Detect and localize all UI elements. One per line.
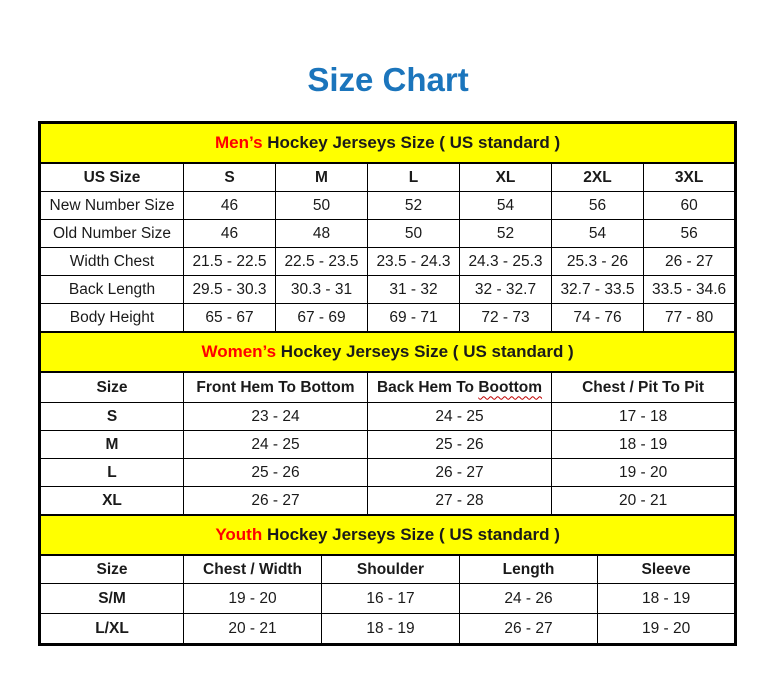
table-cell: 54 (460, 192, 552, 220)
table-cell: 54 (552, 220, 644, 248)
table-cell: 46 (184, 192, 276, 220)
misspelled-word: Boottom (478, 378, 543, 396)
column-header: Chest / Pit To Pit (552, 372, 736, 403)
womens-title-highlight: Women’s (201, 342, 277, 361)
table-row (40, 403, 736, 431)
table-row (40, 459, 736, 487)
row-label: New Number Size (40, 192, 184, 220)
column-header-text: Back Hem To (376, 378, 479, 396)
column-header: Length (460, 555, 598, 584)
table-cell: 60 (644, 192, 736, 220)
table-cell: 18 - 19 (598, 584, 736, 614)
column-header: Sleeve (598, 555, 736, 584)
row-label: Width Chest (40, 248, 184, 276)
size-chart-table (38, 121, 737, 646)
column-header: 2XL (552, 163, 644, 192)
table-row (40, 614, 736, 645)
table-row (40, 431, 736, 459)
youth-section-title (40, 515, 736, 555)
table-cell: 52 (460, 220, 552, 248)
page-title: Size Chart (307, 61, 469, 98)
mens-title-highlight: Men’s (214, 133, 263, 152)
row-label: S/M (40, 584, 184, 614)
table-cell: 72 - 73 (460, 304, 552, 333)
table-cell: 20 - 21 (552, 487, 736, 516)
table-cell: 26 - 27 (460, 614, 598, 645)
table-cell: 26 - 27 (644, 248, 736, 276)
table-cell: 67 - 69 (276, 304, 368, 333)
table-cell: 24 - 26 (460, 584, 598, 614)
column-header (368, 372, 552, 403)
table-cell: 52 (368, 192, 460, 220)
table-cell: 26 - 27 (184, 487, 368, 516)
row-label: L (40, 459, 184, 487)
table-cell: 23.5 - 24.3 (368, 248, 460, 276)
column-header: Chest / Width (184, 555, 322, 584)
youth-column-header-row (40, 555, 736, 584)
row-label: Body Height (40, 304, 184, 333)
table-cell: 16 - 17 (322, 584, 460, 614)
table-cell: 25 - 26 (368, 431, 552, 459)
table-cell: 24 - 25 (184, 431, 368, 459)
womens-title-rest: Hockey Jerseys Size ( US standard ) (276, 342, 574, 361)
womens-column-header-row (40, 372, 736, 403)
column-header: US Size (40, 163, 184, 192)
table-cell: 33.5 - 34.6 (644, 276, 736, 304)
mens-section-title (40, 123, 736, 164)
column-header: S (184, 163, 276, 192)
youth-section-header (40, 515, 736, 555)
table-cell: 56 (552, 192, 644, 220)
youth-title-rest: Hockey Jerseys Size ( US standard ) (262, 525, 560, 544)
table-cell: 22.5 - 23.5 (276, 248, 368, 276)
column-header: M (276, 163, 368, 192)
mens-title-rest: Hockey Jerseys Size ( US standard ) (262, 133, 561, 152)
table-cell: 69 - 71 (368, 304, 460, 333)
table-cell: 25.3 - 26 (552, 248, 644, 276)
table-row (40, 276, 736, 304)
womens-section-header (40, 332, 736, 372)
mens-column-header-row (40, 163, 736, 192)
row-label: S (40, 403, 184, 431)
table-cell: 77 - 80 (644, 304, 736, 333)
table-row (40, 192, 736, 220)
column-header: L (368, 163, 460, 192)
column-header: Size (40, 372, 184, 403)
row-label: Back Length (40, 276, 184, 304)
table-cell: 19 - 20 (598, 614, 736, 645)
table-cell: 19 - 20 (184, 584, 322, 614)
table-cell: 32.7 - 33.5 (552, 276, 644, 304)
table-cell: 46 (184, 220, 276, 248)
table-row (40, 220, 736, 248)
table-cell: 29.5 - 30.3 (184, 276, 276, 304)
table-cell: 74 - 76 (552, 304, 644, 333)
row-label: L/XL (40, 614, 184, 645)
womens-section-title (40, 332, 736, 372)
table-cell: 27 - 28 (368, 487, 552, 516)
column-header: Size (40, 555, 184, 584)
table-cell: 21.5 - 22.5 (184, 248, 276, 276)
table-row (40, 248, 736, 276)
table-cell: 18 - 19 (552, 431, 736, 459)
table-cell: 32 - 32.7 (460, 276, 552, 304)
table-row (40, 487, 736, 516)
table-cell: 31 - 32 (368, 276, 460, 304)
youth-title-highlight: Youth (215, 525, 263, 544)
table-cell: 56 (644, 220, 736, 248)
row-label: M (40, 431, 184, 459)
column-header: XL (460, 163, 552, 192)
table-cell: 20 - 21 (184, 614, 322, 645)
table-cell: 25 - 26 (184, 459, 368, 487)
column-header: Front Hem To Bottom (184, 372, 368, 403)
table-cell: 48 (276, 220, 368, 248)
table-cell: 17 - 18 (552, 403, 736, 431)
table-cell: 26 - 27 (368, 459, 552, 487)
table-cell: 19 - 20 (552, 459, 736, 487)
table-cell: 50 (276, 192, 368, 220)
column-header: 3XL (644, 163, 736, 192)
table-cell: 23 - 24 (184, 403, 368, 431)
table-cell: 65 - 67 (184, 304, 276, 333)
table-row (40, 584, 736, 614)
mens-section-header (40, 123, 736, 164)
table-cell: 18 - 19 (322, 614, 460, 645)
table-row (40, 304, 736, 333)
row-label: XL (40, 487, 184, 516)
table-cell: 50 (368, 220, 460, 248)
table-cell: 30.3 - 31 (276, 276, 368, 304)
table-cell: 24.3 - 25.3 (460, 248, 552, 276)
row-label: Old Number Size (40, 220, 184, 248)
column-header: Shoulder (322, 555, 460, 584)
table-cell: 24 - 25 (368, 403, 552, 431)
